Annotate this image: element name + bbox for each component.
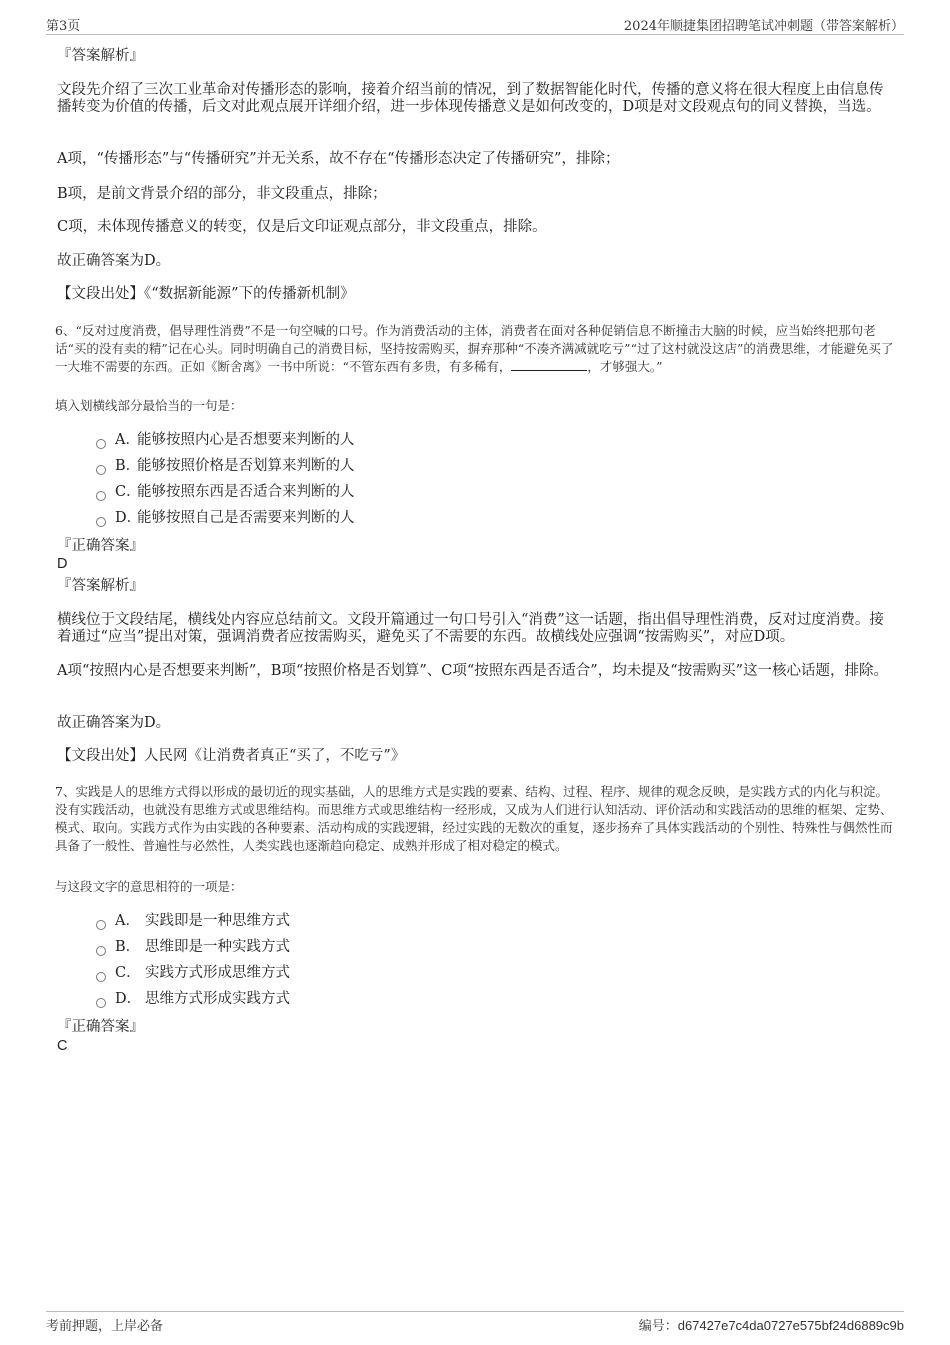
option-letter: B． <box>115 939 141 955</box>
option-d[interactable] <box>96 991 290 1008</box>
page-header <box>46 14 904 35</box>
question-prompt: 填入划横线部分最恰当的一句是： <box>55 398 243 413</box>
option-a[interactable] <box>96 432 355 449</box>
source-citation: 【文段出处】人民网《让消费者真正“买了，不吃亏”》 <box>57 748 406 764</box>
page-number: 第3页 <box>46 19 81 34</box>
footer-slogan: 考前押题，上岸必备 <box>46 1319 164 1334</box>
option-a[interactable] <box>96 913 290 930</box>
option-text: 实践方式形成思维方式 <box>145 965 290 981</box>
correct-answer: D <box>57 556 68 572</box>
option-b[interactable] <box>96 458 355 475</box>
question-stem-part2: ，才够强大。” <box>587 359 663 374</box>
page-footer <box>46 1311 904 1336</box>
radio-icon[interactable] <box>96 491 106 501</box>
question-stem: 7、实践是人的思维方式得以形成的最切近的现实基础，人的思维方式是实践的要素、结构、过程、程序、规律的观念反映，是实践方式的内化与积淀。没有实践活动，也就没有思维方式或思维结构。而思维方式或思维结构一经形成，又成为人们进行认知活动、评价活动和实践活动的思维的框架、定势、模式、取向。实践方式作为由实践的各种要素、活动构成的实践逻辑，经过实践的无数次的重复，逐步扬弃了具体实践活动的个别性、特殊性与偶然性而具备了一般性、普遍性与必然性，人类实践也逐渐趋向稳定、成熟并形成了相对稳定的模式。 <box>55 784 893 853</box>
radio-icon[interactable] <box>96 439 106 449</box>
code-label: 编号： <box>638 1319 678 1334</box>
analysis-option-c: C项，未体现传播意义的转变，仅是后文印证观点部分，非文段重点，排除。 <box>57 219 547 235</box>
analysis-conclusion: 故正确答案为D。 <box>57 253 171 269</box>
analysis-option-a: A项，“传播形态”与“传播研究”并无关系，故不存在“传播形态决定了传播研究”，排除； <box>57 151 620 167</box>
source-citation: 【文段出处】《“数据新能源”下的传播新机制》 <box>57 286 355 302</box>
option-letter: D． <box>115 510 142 526</box>
option-letter: C． <box>115 484 141 500</box>
option-text: 思维方式形成实践方式 <box>145 991 290 1007</box>
correct-answer: C <box>57 1038 68 1054</box>
radio-icon[interactable] <box>96 946 106 956</box>
analysis-option-b: B项，是前文背景介绍的部分，非文段重点，排除； <box>57 186 387 202</box>
correct-answer-label: 『正确答案』 <box>57 1019 144 1035</box>
radio-icon[interactable] <box>96 998 106 1008</box>
analysis-paragraph: 横线位于文段结尾，横线处内容应总结前文。文段开篇通过一句口号引入“消费”这一话题，指出倡导理性消费，反对过度消费。接着通过“应当”提出对策，强调消费者应按需购买，避免买了不需要的东西。故横线处应强调“按需购买”，对应D项。 <box>57 612 884 645</box>
radio-icon[interactable] <box>96 920 106 930</box>
document-code <box>639 1315 904 1334</box>
fill-blank-line <box>511 358 587 371</box>
option-text: 能够按照价格是否划算来判断的人 <box>137 458 355 474</box>
option-text: 能够按照自己是否需要来判断的人 <box>137 510 355 526</box>
answer-analysis-label: 『答案解析』 <box>57 578 144 594</box>
option-letter: A． <box>115 913 140 929</box>
radio-icon[interactable] <box>96 972 106 982</box>
code-value: d67427e7c4da0727e575bf24d6889c9b <box>677 1318 904 1333</box>
option-letter: D． <box>115 991 142 1007</box>
question-stem-part1: 6、“反对过度消费，倡导理性消费”不是一句空喊的口号。作为消费活动的主体，消费者在面对各种促销信息不断撞击大脑的时候，应当始终把那句老话“买的没有卖的精”记在心头。同时明确自己的消费目标，坚持按需购买，摒弃那种“不凑齐满减就吃亏”“过了这村就没这店”的消费思维，才能避免买了一大堆不需要的东西。正如《断舍离》一书中所说：“不管东西有多贵，有多稀有， <box>55 323 894 374</box>
option-text: 能够按照东西是否适合来判断的人 <box>137 484 355 500</box>
option-text: 实践即是一种思维方式 <box>145 913 290 929</box>
question-prompt: 与这段文字的意思相符的一项是： <box>55 879 243 894</box>
analysis-conclusion: 故正确答案为D。 <box>57 715 171 731</box>
document-title: 2024年顺捷集团招聘笔试冲刺题（带答案解析） <box>623 19 904 34</box>
option-letter: C． <box>115 965 141 981</box>
answer-analysis-label: 『答案解析』 <box>57 48 144 64</box>
option-letter: A． <box>115 432 140 448</box>
analysis-paragraph: 文段先介绍了三次工业革命对传播形态的影响，接着介绍当前的情况，到了数据智能化时代，传播的意义将在很大程度上由信息传播转变为价值的传播，后文对此观点展开详细介绍，进一步体现传播意义是如何改变的，D项是对文段观点句的同义替换，当选。 <box>57 82 884 115</box>
option-c[interactable] <box>96 965 290 982</box>
option-b[interactable] <box>96 939 290 956</box>
option-text: 思维即是一种实践方式 <box>145 939 290 955</box>
option-letter: B． <box>115 458 141 474</box>
option-text: 能够按照内心是否想要来判断的人 <box>137 432 355 448</box>
option-c[interactable] <box>96 484 355 501</box>
option-d[interactable] <box>96 510 355 527</box>
analysis-paragraph-2: A项“按照内心是否想要来判断”，B项“按照价格是否划算”、C项“按照东西是否适合”，均未提及“按需购买”这一核心话题，排除。 <box>57 663 889 679</box>
correct-answer-label: 『正确答案』 <box>57 538 144 554</box>
radio-icon[interactable] <box>96 517 106 527</box>
question-stem <box>55 322 895 376</box>
radio-icon[interactable] <box>96 465 106 475</box>
